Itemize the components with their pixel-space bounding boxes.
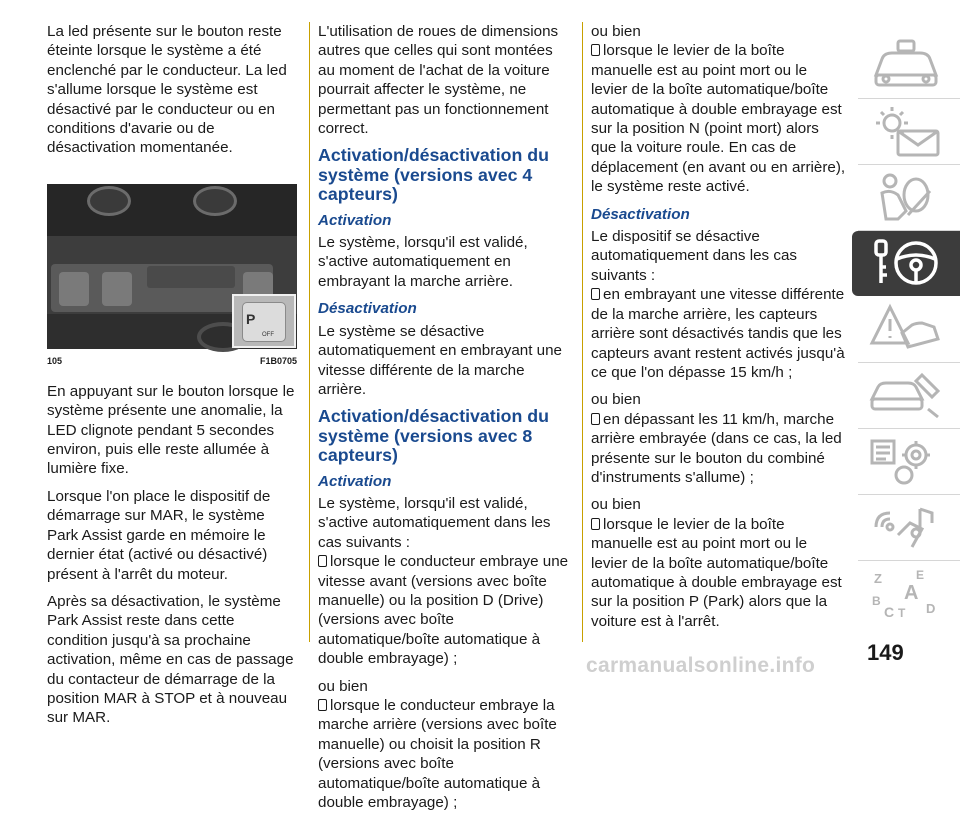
list-item <box>591 515 847 631</box>
chapter-tabs <box>854 33 960 627</box>
bullet-icon <box>591 288 600 300</box>
tab-emergency[interactable] <box>854 297 960 362</box>
tab-warning-lights[interactable] <box>854 99 960 164</box>
index-letter: T <box>898 606 906 620</box>
page-number: 149 <box>867 640 904 665</box>
column-left <box>47 22 297 736</box>
figure-number: 105 <box>47 355 63 366</box>
bullet-text: en dépassant les 11 km/h, marche arrière embrayée (dans ce cas, la led présente sur le bouton du combiné d'instruments s'allume) ; <box>591 410 842 486</box>
index-letter: D <box>926 601 936 616</box>
figure-caption <box>47 352 297 366</box>
figure-park-assist-button <box>47 184 297 349</box>
list-item <box>318 696 570 812</box>
column-divider <box>582 22 583 642</box>
figure-seat-heat-button <box>59 272 89 306</box>
or-label: ou bien <box>318 677 368 695</box>
or-label: ou bien <box>591 391 641 409</box>
tab-technical-data[interactable] <box>854 429 960 494</box>
bullet-text: lorsque le conducteur embraye la marche arrière (versions avec boîte manuelle) ou choisit la position R (versions avec boîte automatique/boîte automatique à double embrayage) ; <box>318 697 557 812</box>
emergency-road-icon <box>868 303 944 355</box>
figure-inset-label: P <box>246 310 256 327</box>
multimedia-music-icon <box>868 501 944 553</box>
bullet-icon <box>591 44 600 56</box>
bullet-icon <box>318 555 327 567</box>
tab-maintenance[interactable] <box>854 363 960 428</box>
bullet-text: lorsque le levier de la boîte manuelle est au point mort ou le levier de la boîte automatique/boîte automatique à double embrayage est sur la position P (Park) alors que la voiture est à l'arrêt. <box>591 515 842 630</box>
heading-8-sensors: Activation/désactivation du système (versions avec 8 capteurs) <box>318 406 549 466</box>
maintenance-car-icon <box>868 369 944 421</box>
figure-code: F1B0705 <box>259 355 297 366</box>
or-label: ou bien <box>591 23 641 40</box>
paragraph-activation-8: Le système, lorsqu'il est validé, s'active automatiquement dans les cas suivants : <box>318 494 551 551</box>
key-steering-wheel-icon <box>866 237 942 289</box>
bullet-icon <box>591 413 600 425</box>
list-item <box>591 41 847 196</box>
tab-starting-driving[interactable] <box>852 231 960 296</box>
warning-lights-mail-icon <box>868 105 944 157</box>
figure-usb-aux-ports <box>147 266 235 288</box>
index-letter: A <box>904 582 919 604</box>
column-right <box>591 22 847 639</box>
tab-safety[interactable] <box>854 165 960 230</box>
watermark: carmanualsonline.info <box>586 654 816 677</box>
paragraph-deactivation-4: Le système se désactive automatiquement en embrayant une vitesse différente de la marche arrière. <box>318 322 563 398</box>
subheading-deactivation-4: Désactivation <box>318 300 417 318</box>
paragraph-after-deactivation: Après sa désactivation, le système Park Assist reste dans cette condition jusqu'à sa prochaine activation, même en cas de passage du contacteur de démarrage de la position MAR à STOP et à nouveau sur MAR. <box>47 592 294 727</box>
bullet-icon <box>591 518 600 530</box>
figure-inset-zoom <box>232 294 296 348</box>
bullet-text: lorsque le conducteur embraye une vitesse avant (versions avec boîte manuelle) ou la position D (Drive) (versions avec boîte automatique/boîte automatique à double embrayage) ; <box>318 553 569 668</box>
paragraph-wheels: L'utilisation de roues de dimensions autres que celles qui sont montées au moment de l'achat de la voiture pourrait affecter le système, ne permettant pas un fonctionnement correct. <box>318 23 559 138</box>
figure-inset-sublabel: OFF <box>262 331 274 338</box>
tab-multimedia[interactable] <box>854 495 960 560</box>
bullet-icon <box>318 699 327 711</box>
column-middle <box>318 22 570 820</box>
figure-vent-right <box>193 186 237 216</box>
heading-4-sensors: Activation/désactivation du système (versions avec 4 capteurs) <box>318 145 549 205</box>
paragraph-activation-4: Le système, lorsqu'il est validé, s'active automatiquement en embrayant la marche arrière. <box>318 234 528 290</box>
bullet-text: en embrayant une vitesse différente de la marche arrière, les capteurs arrière sont désactivés tandis que les capteurs avant restent activés jusqu'à ce que l'on dépasse 15 km/h ; <box>591 286 845 381</box>
figure-dashboard-top <box>47 184 297 236</box>
index-letter: B <box>872 594 881 608</box>
index-letter: C <box>884 604 895 620</box>
paragraph-fault: En appuyant sur le bouton lorsque le système présente une anomalie, la LED clignote pendant 5 secondes environ, puis elle reste allumée à lumière fixe. <box>47 382 295 478</box>
tab-dashboard[interactable] <box>854 33 960 98</box>
technical-gears-icon <box>868 435 944 487</box>
list-item <box>318 552 570 668</box>
or-label: ou bien <box>591 496 641 514</box>
subheading-deactivation: Désactivation <box>591 205 690 223</box>
index-letter: Z <box>874 571 882 586</box>
figure-button <box>102 272 132 306</box>
bullet-text: lorsque le levier de la boîte manuelle est au point mort ou le levier de la boîte automatique/boîte automatique à double embrayage est sur la position N (point mort) alors que la voiture roule. En cas de déplacement (en avant ou en arrière), le système reste activé. <box>591 42 846 196</box>
paragraph-deactivation: Le dispositif se désactive automatiquement dans les cas suivants : <box>591 228 797 284</box>
tab-index[interactable] <box>854 561 960 626</box>
paragraph-led-status: La led présente sur le bouton reste éteinte lorsque le système a été enclenché par le conducteur. La led s'allume lorsque le système est désactivé par le conducteur ou en conditions d'avarie ou de désactivation momentanée. <box>47 23 287 157</box>
subheading-activation-4: Activation <box>318 211 392 229</box>
car-dashboard-icon <box>868 39 944 91</box>
list-item <box>591 410 847 488</box>
paragraph-memory: Lorsque l'on place le dispositif de démarrage sur MAR, le système Park Assist garde en mémoire le dernier état (activé ou désactivé) présent à l'arrêt du moteur. <box>47 487 271 583</box>
safety-airbag-icon <box>868 171 944 223</box>
list-item <box>591 285 847 382</box>
figure-vent-left <box>87 186 131 216</box>
index-letter: E <box>916 568 925 582</box>
alphabetical-index-icon <box>868 567 944 619</box>
column-divider <box>309 22 310 642</box>
subheading-activation-8: Activation <box>318 472 392 490</box>
